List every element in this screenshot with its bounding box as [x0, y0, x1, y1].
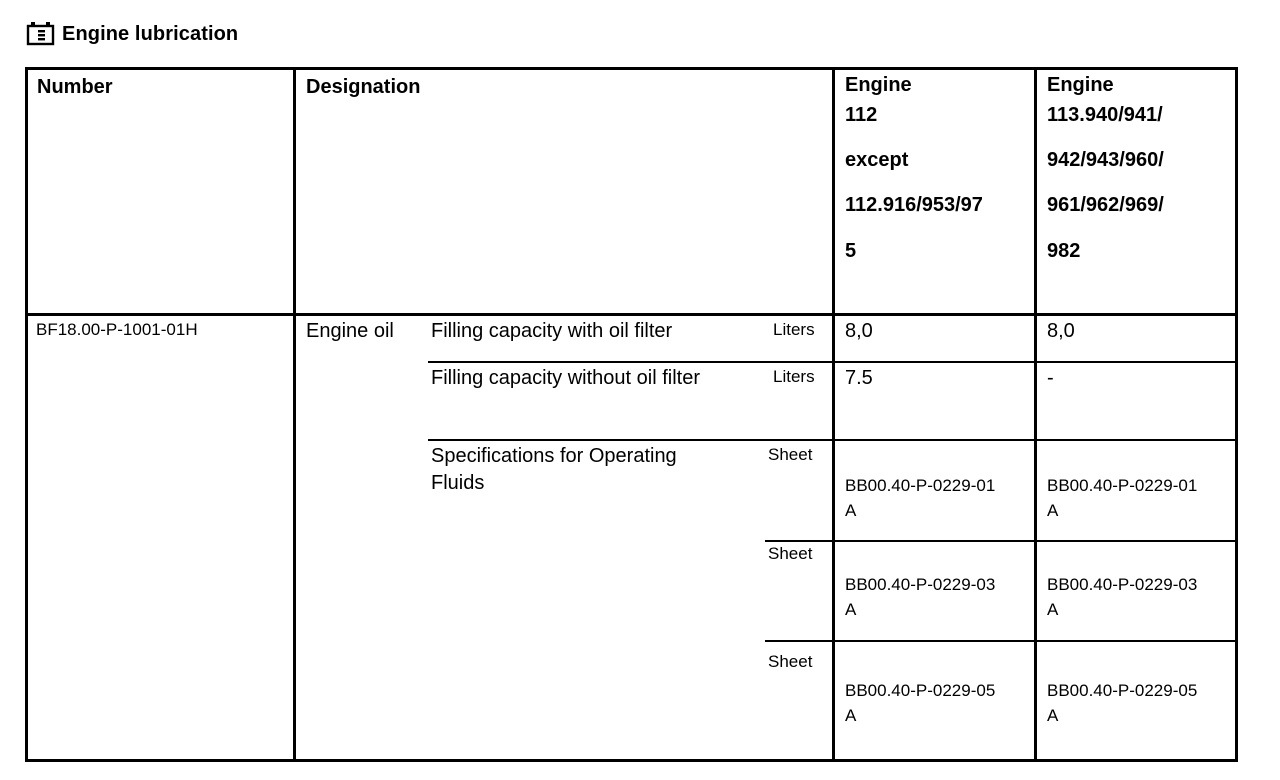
value-engine-112 [845, 572, 995, 622]
unit-label: Sheet [768, 445, 813, 464]
value-engine-113: - [1047, 367, 1054, 389]
value-engine-112 [845, 473, 995, 523]
column-header-engine-113 [1047, 72, 1232, 307]
header-line: 112.916/953/97 [845, 194, 983, 216]
value-engine-112: 8,0 [845, 320, 873, 342]
column-header-engine-112 [845, 72, 1030, 307]
value-engine-112: 7.5 [845, 367, 873, 389]
header-line: 5 [845, 240, 857, 262]
unit-label: Sheet [768, 544, 813, 563]
code-line: BB00.40-P-0229-03 [845, 575, 996, 594]
section-title [26, 20, 238, 48]
header-line: Engine [1047, 74, 1114, 96]
engine-oil-icon [26, 21, 56, 47]
item-label: Specifications for Operating [431, 445, 677, 467]
code-line: BB00.40-P-0229-05 [1047, 681, 1198, 700]
document-number: BF18.00-P-1001-01H [36, 320, 198, 339]
column-header-designation: Designation [306, 76, 421, 98]
code-line: A [1047, 600, 1059, 619]
header-line: 942/943/960/ [1047, 149, 1164, 171]
code-line: BB00.40-P-0229-05 [845, 681, 996, 700]
header-line: 961/962/969/ [1047, 194, 1164, 216]
header-line: Engine [845, 74, 912, 96]
header-line: 112 [845, 104, 878, 126]
value-engine-113 [1047, 572, 1197, 622]
header-line: 113.940/941/ [1047, 104, 1163, 126]
group-label: Engine oil [306, 320, 394, 342]
value-engine-113 [1047, 678, 1197, 728]
header-line: except [845, 149, 909, 171]
value-engine-113: 8,0 [1047, 320, 1075, 342]
page-title: Engine lubrication [62, 22, 239, 45]
code-line: BB00.40-P-0229-01 [845, 476, 996, 495]
value-engine-113 [1047, 473, 1197, 523]
unit-label: Liters [773, 367, 815, 386]
unit-label: Liters [773, 320, 815, 339]
item-label: Fluids [431, 472, 485, 494]
item-label: Filling capacity with oil filter [431, 320, 673, 342]
code-line: A [1047, 706, 1059, 725]
value-engine-112 [845, 678, 995, 728]
code-line: A [845, 706, 857, 725]
item-label: Filling capacity without oil filter [431, 367, 700, 389]
unit-label: Sheet [768, 652, 813, 671]
code-line: BB00.40-P-0229-03 [1047, 575, 1198, 594]
header-line: 982 [1047, 240, 1081, 262]
column-header-number: Number [37, 76, 113, 98]
code-line: A [845, 501, 857, 520]
code-line: BB00.40-P-0229-01 [1047, 476, 1198, 495]
code-line: A [1047, 501, 1059, 520]
code-line: A [845, 600, 857, 619]
